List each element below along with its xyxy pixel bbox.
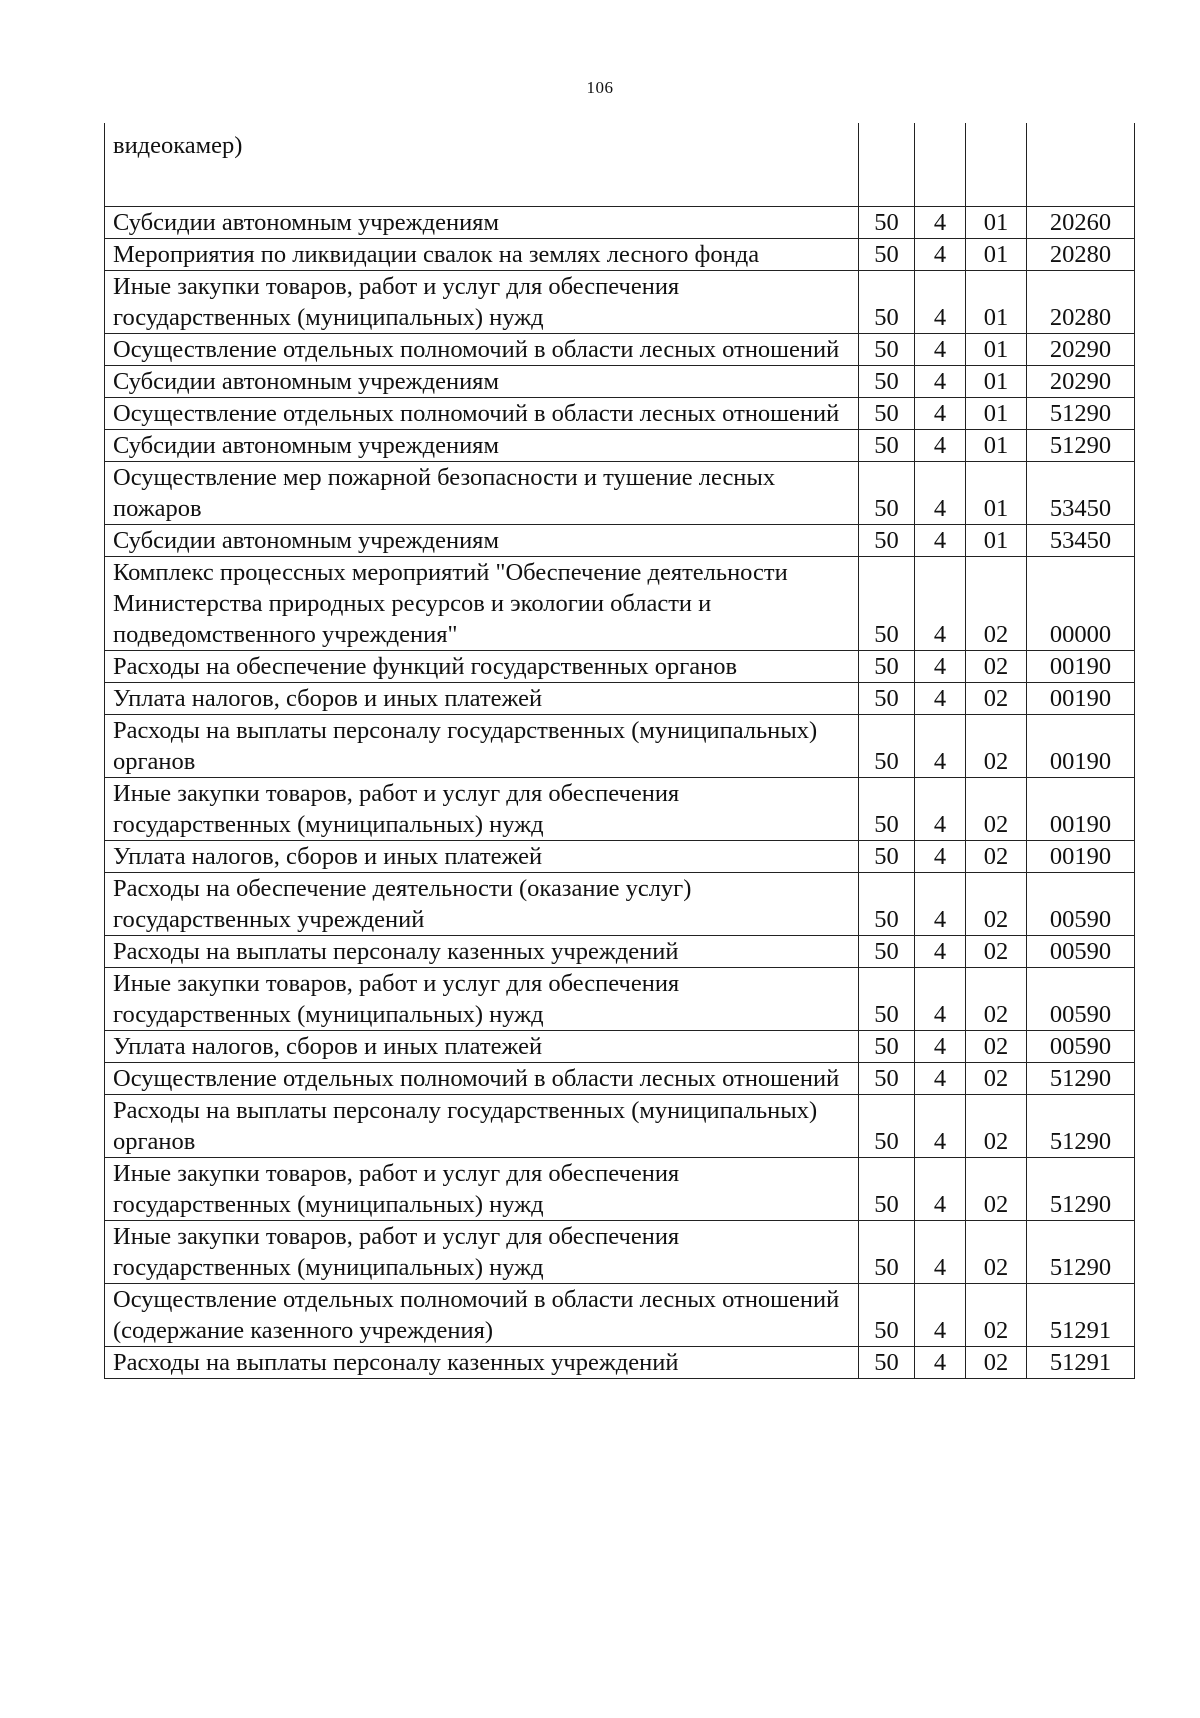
row-code-1: 50 bbox=[859, 398, 915, 430]
row-code-4: 20280 bbox=[1027, 239, 1135, 271]
row-code-3: 02 bbox=[966, 873, 1027, 936]
table-row bbox=[105, 1158, 1135, 1221]
table-row bbox=[105, 715, 1135, 778]
row-code-2: 4 bbox=[915, 715, 966, 778]
row-code-2: 4 bbox=[915, 430, 966, 462]
row-code-3: 01 bbox=[966, 207, 1027, 239]
row-code-4: 51290 bbox=[1027, 430, 1135, 462]
row-code-2: 4 bbox=[915, 683, 966, 715]
row-code-4: 00590 bbox=[1027, 968, 1135, 1031]
table-row bbox=[105, 841, 1135, 873]
row-code-2: 4 bbox=[915, 651, 966, 683]
row-code-3: 01 bbox=[966, 334, 1027, 366]
row-code-4: 20260 bbox=[1027, 207, 1135, 239]
row-name: Иные закупки товаров, работ и услуг для обеспечения государственных (муниципальных) нужд bbox=[105, 1221, 859, 1284]
table-row bbox=[105, 936, 1135, 968]
table-row bbox=[105, 1031, 1135, 1063]
row-code-4: 51290 bbox=[1027, 1095, 1135, 1158]
row-name: Иные закупки товаров, работ и услуг для обеспечения государственных (муниципальных) нужд bbox=[105, 271, 859, 334]
row-code-2: 4 bbox=[915, 557, 966, 651]
table-row bbox=[105, 873, 1135, 936]
row-code-1: 50 bbox=[859, 1284, 915, 1347]
table-row bbox=[105, 1284, 1135, 1347]
row-code-1: 50 bbox=[859, 715, 915, 778]
row-name: Мероприятия по ликвидации свалок на землях лесного фонда bbox=[105, 239, 859, 271]
row-code-1: 50 bbox=[859, 207, 915, 239]
row-code-1: 50 bbox=[859, 651, 915, 683]
table-row bbox=[105, 1095, 1135, 1158]
row-code-4: 00190 bbox=[1027, 778, 1135, 841]
row-code-2: 4 bbox=[915, 271, 966, 334]
table-row bbox=[105, 123, 1135, 207]
row-name: Иные закупки товаров, работ и услуг для обеспечения государственных (муниципальных) нужд bbox=[105, 1158, 859, 1221]
table-row bbox=[105, 239, 1135, 271]
row-code-3: 02 bbox=[966, 936, 1027, 968]
row-code-1: 50 bbox=[859, 557, 915, 651]
row-code-3: 02 bbox=[966, 1347, 1027, 1379]
row-code-3: 01 bbox=[966, 430, 1027, 462]
row-code-4: 00190 bbox=[1027, 683, 1135, 715]
row-code-2: 4 bbox=[915, 841, 966, 873]
row-code-4: 53450 bbox=[1027, 525, 1135, 557]
row-name: Уплата налогов, сборов и иных платежей bbox=[105, 683, 859, 715]
row-code-1: 50 bbox=[859, 430, 915, 462]
row-code-3 bbox=[966, 123, 1027, 207]
row-code-3: 01 bbox=[966, 462, 1027, 525]
row-name: Расходы на обеспечение функций государственных органов bbox=[105, 651, 859, 683]
row-code-1: 50 bbox=[859, 1095, 915, 1158]
row-code-1: 50 bbox=[859, 334, 915, 366]
row-code-4: 51290 bbox=[1027, 1158, 1135, 1221]
row-code-3: 02 bbox=[966, 683, 1027, 715]
row-code-3: 02 bbox=[966, 1158, 1027, 1221]
row-name: Расходы на выплаты персоналу казенных учреждений bbox=[105, 1347, 859, 1379]
table-row bbox=[105, 778, 1135, 841]
row-code-4: 51290 bbox=[1027, 1063, 1135, 1095]
row-name: Уплата налогов, сборов и иных платежей bbox=[105, 841, 859, 873]
row-code-4: 51291 bbox=[1027, 1347, 1135, 1379]
row-code-4 bbox=[1027, 123, 1135, 207]
row-code-4: 00000 bbox=[1027, 557, 1135, 651]
row-code-3: 02 bbox=[966, 1284, 1027, 1347]
row-code-1: 50 bbox=[859, 968, 915, 1031]
row-code-2: 4 bbox=[915, 1031, 966, 1063]
row-name: Комплекс процессных мероприятий "Обеспечение деятельности Министерства природных ресурсов и экологии области и подведомственного учреждения" bbox=[105, 557, 859, 651]
row-code-2: 4 bbox=[915, 462, 966, 525]
row-code-1: 50 bbox=[859, 936, 915, 968]
row-code-3: 02 bbox=[966, 557, 1027, 651]
table-row bbox=[105, 366, 1135, 398]
row-code-3: 02 bbox=[966, 1221, 1027, 1284]
row-name: видеокамер) bbox=[105, 123, 859, 207]
row-name: Субсидии автономным учреждениям bbox=[105, 207, 859, 239]
table-row bbox=[105, 1347, 1135, 1379]
row-code-2: 4 bbox=[915, 207, 966, 239]
row-code-4: 00590 bbox=[1027, 873, 1135, 936]
row-code-1: 50 bbox=[859, 1158, 915, 1221]
row-code-3: 01 bbox=[966, 398, 1027, 430]
table-row bbox=[105, 683, 1135, 715]
row-code-1 bbox=[859, 123, 915, 207]
table-row bbox=[105, 271, 1135, 334]
row-code-3: 02 bbox=[966, 778, 1027, 841]
row-code-2: 4 bbox=[915, 778, 966, 841]
row-code-4: 53450 bbox=[1027, 462, 1135, 525]
row-code-2: 4 bbox=[915, 525, 966, 557]
table-row bbox=[105, 207, 1135, 239]
row-name: Расходы на выплаты персоналу государственных (муниципальных) органов bbox=[105, 1095, 859, 1158]
row-code-2: 4 bbox=[915, 239, 966, 271]
row-name: Иные закупки товаров, работ и услуг для обеспечения государственных (муниципальных) нужд bbox=[105, 778, 859, 841]
row-name: Субсидии автономным учреждениям bbox=[105, 430, 859, 462]
row-code-1: 50 bbox=[859, 683, 915, 715]
row-code-3: 02 bbox=[966, 968, 1027, 1031]
row-code-2: 4 bbox=[915, 1063, 966, 1095]
row-name: Иные закупки товаров, работ и услуг для обеспечения государственных (муниципальных) нужд bbox=[105, 968, 859, 1031]
row-code-4: 00190 bbox=[1027, 715, 1135, 778]
row-name: Осуществление мер пожарной безопасности и тушение лесных пожаров bbox=[105, 462, 859, 525]
row-name: Осуществление отдельных полномочий в области лесных отношений bbox=[105, 1063, 859, 1095]
row-code-2: 4 bbox=[915, 1284, 966, 1347]
row-code-2: 4 bbox=[915, 366, 966, 398]
row-code-4: 51290 bbox=[1027, 1221, 1135, 1284]
row-code-4: 00190 bbox=[1027, 841, 1135, 873]
row-code-1: 50 bbox=[859, 366, 915, 398]
row-code-3: 01 bbox=[966, 366, 1027, 398]
table-row bbox=[105, 968, 1135, 1031]
table-row bbox=[105, 398, 1135, 430]
table-row bbox=[105, 1063, 1135, 1095]
row-code-1: 50 bbox=[859, 841, 915, 873]
row-code-2: 4 bbox=[915, 873, 966, 936]
table-row bbox=[105, 525, 1135, 557]
row-code-2: 4 bbox=[915, 1347, 966, 1379]
row-code-2: 4 bbox=[915, 334, 966, 366]
row-code-2: 4 bbox=[915, 1221, 966, 1284]
row-code-3: 01 bbox=[966, 525, 1027, 557]
table-row bbox=[105, 557, 1135, 651]
row-code-3: 01 bbox=[966, 239, 1027, 271]
row-code-1: 50 bbox=[859, 1063, 915, 1095]
budget-table bbox=[104, 123, 1135, 1379]
row-code-1: 50 bbox=[859, 778, 915, 841]
row-code-3: 02 bbox=[966, 651, 1027, 683]
table-row bbox=[105, 334, 1135, 366]
row-code-1: 50 bbox=[859, 271, 915, 334]
row-name: Расходы на обеспечение деятельности (оказание услуг) государственных учреждений bbox=[105, 873, 859, 936]
row-name: Расходы на выплаты персоналу казенных учреждений bbox=[105, 936, 859, 968]
row-code-4: 51290 bbox=[1027, 398, 1135, 430]
row-code-1: 50 bbox=[859, 525, 915, 557]
row-code-1: 50 bbox=[859, 1347, 915, 1379]
row-code-3: 01 bbox=[966, 271, 1027, 334]
table-row bbox=[105, 1221, 1135, 1284]
row-name: Осуществление отдельных полномочий в области лесных отношений (содержание казенного учреждения) bbox=[105, 1284, 859, 1347]
row-code-2: 4 bbox=[915, 398, 966, 430]
row-code-3: 02 bbox=[966, 1063, 1027, 1095]
row-code-2: 4 bbox=[915, 936, 966, 968]
row-name: Осуществление отдельных полномочий в области лесных отношений bbox=[105, 334, 859, 366]
row-code-1: 50 bbox=[859, 1031, 915, 1063]
row-code-3: 02 bbox=[966, 715, 1027, 778]
row-name: Расходы на выплаты персоналу государственных (муниципальных) органов bbox=[105, 715, 859, 778]
row-name: Субсидии автономным учреждениям bbox=[105, 366, 859, 398]
row-code-1: 50 bbox=[859, 873, 915, 936]
row-name: Осуществление отдельных полномочий в области лесных отношений bbox=[105, 398, 859, 430]
row-code-1: 50 bbox=[859, 462, 915, 525]
row-code-3: 02 bbox=[966, 1095, 1027, 1158]
row-code-2: 4 bbox=[915, 1158, 966, 1221]
row-code-4: 20290 bbox=[1027, 366, 1135, 398]
row-code-4: 00190 bbox=[1027, 651, 1135, 683]
row-code-4: 00590 bbox=[1027, 936, 1135, 968]
row-name: Субсидии автономным учреждениям bbox=[105, 525, 859, 557]
row-code-2: 4 bbox=[915, 1095, 966, 1158]
row-code-2: 4 bbox=[915, 968, 966, 1031]
row-code-3: 02 bbox=[966, 841, 1027, 873]
row-code-1: 50 bbox=[859, 1221, 915, 1284]
row-code-3: 02 bbox=[966, 1031, 1027, 1063]
row-code-2 bbox=[915, 123, 966, 207]
row-code-4: 51291 bbox=[1027, 1284, 1135, 1347]
row-code-4: 20280 bbox=[1027, 271, 1135, 334]
row-name: Уплата налогов, сборов и иных платежей bbox=[105, 1031, 859, 1063]
row-code-4: 20290 bbox=[1027, 334, 1135, 366]
table-row bbox=[105, 462, 1135, 525]
page-number: 106 bbox=[586, 78, 614, 97]
row-code-4: 00590 bbox=[1027, 1031, 1135, 1063]
table-row bbox=[105, 430, 1135, 462]
row-code-1: 50 bbox=[859, 239, 915, 271]
table-row bbox=[105, 651, 1135, 683]
